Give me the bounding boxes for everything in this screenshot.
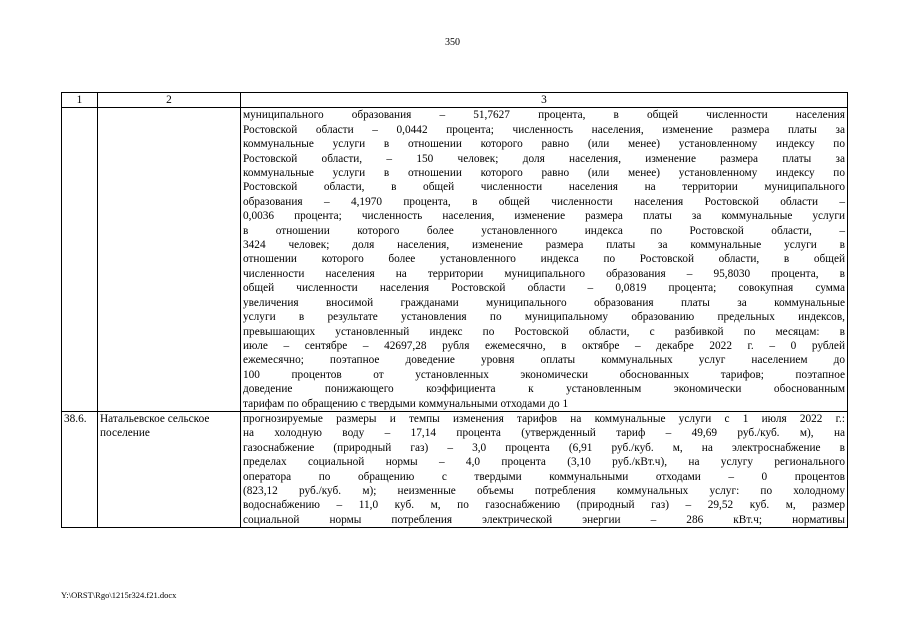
text-line: коммунальные услуги в отношении которого равно (или менее) установленному индексу по	[243, 138, 845, 151]
text-line: отношении которого более установленного индекса по Ростовской области, в общей	[243, 253, 845, 266]
document-table	[61, 92, 848, 528]
text-line: оператора по обращению с твердыми коммунальными отходами – 0 процентов	[243, 470, 845, 483]
text-line: Ростовской области, – 150 человек; доля населения, изменение размера платы за	[243, 152, 845, 165]
header-col-3: 3	[241, 93, 848, 108]
text-line: образования – 4,1970 процента, в общей численности населения Ростовской области –	[243, 195, 845, 208]
text-line: 100 процентов от установленных экономически обоснованных тарифов; поэтапное	[243, 368, 845, 381]
text-line: Ростовской области – 0,0442 процента; численность населения, изменение размера платы за	[243, 123, 845, 136]
header-col-1: 1	[62, 93, 98, 108]
text-line: ежемесячно; поэтапное доведение уровня оплаты коммунальных услуг населением до	[243, 354, 845, 367]
text-line: 3424 человек; доля населения, изменение размера платы за коммунальные услуги в	[243, 239, 845, 252]
page-number: 350	[445, 37, 460, 48]
text-line: доведение понижающего коэффициента к установленным экономически обоснованным	[243, 383, 845, 396]
table-row	[62, 108, 848, 412]
row-number	[62, 108, 98, 412]
text-line: услуги в результате установления по муниципальному образованию предельных индексов,	[243, 311, 845, 324]
text-line: на холодную воду – 17,14 процента (утвержденный тариф – 49,69 руб./куб. м), на	[243, 427, 845, 440]
table-header-row	[62, 93, 848, 108]
row-name	[98, 108, 241, 412]
text-line: 0,0036 процента; численность населения, изменение размера платы за коммунальные услуги	[243, 210, 845, 223]
text-line: коммунальные услуги в отношении которого равно (или менее) установленному индексу по	[243, 167, 845, 180]
text-line: увеличения вносимой гражданами муниципального образования платы за коммунальные	[243, 296, 845, 309]
file-path-footer: Y:\ORST\Rgo\1215r324.f21.docx	[61, 590, 177, 600]
text-line: социальной нормы потребления электрической энергии – 286 кВт.ч; нормативы	[243, 513, 845, 526]
text-line: водоснабжению – 11,0 куб. м, по газоснабжению (природный газ) – 29,52 куб. м, размер	[243, 499, 845, 512]
text-line: муниципального образования – 51,7627 процента, в общей численности населения	[243, 109, 845, 122]
header-col-2: 2	[98, 93, 241, 108]
text-line: прогнозируемые размеры и темпы изменения тарифов на коммунальные услуги с 1 июля 2022 г.:	[243, 412, 845, 425]
row-number: 38.6.	[62, 411, 98, 527]
text-line: в отношении которого более установленного индекса по Ростовской области, –	[243, 224, 845, 237]
text-line: общей численности населения Ростовской области – 0,0819 процента; совокупная сумма	[243, 282, 845, 295]
row-name: Натальевское сельское поселение	[98, 411, 241, 527]
table-row	[62, 411, 848, 527]
text-line: Ростовской области, в общей численности населения на территории муниципального	[243, 181, 845, 194]
text-line: численности населения на территории муниципального образования – 95,8030 процента, в	[243, 267, 845, 280]
text-line: пределах социальной нормы – 4,0 процента (3,10 руб./кВт.ч), на услугу регионального	[243, 456, 845, 469]
text-line: (823,12 руб./куб. м); неизменные объемы потребления коммунальных услуг: по холодному	[243, 484, 845, 497]
text-line: газоснабжение (природный газ) – 3,0 процента (6,91 руб./куб. м, на электроснабжение в	[243, 441, 845, 454]
text-line: превышающих установленный индекс по Ростовской области, с разбивкой по месяцам: в	[243, 325, 845, 338]
row-text	[241, 108, 848, 412]
row-text	[241, 411, 848, 527]
text-line: июле – сентябре – 42697,28 рубля ежемесячно, в октябре – декабре 2022 г. – 0 рублей	[243, 339, 845, 352]
text-line: тарифам по обращению с твердыми коммунальными отходами до 1	[243, 397, 569, 410]
